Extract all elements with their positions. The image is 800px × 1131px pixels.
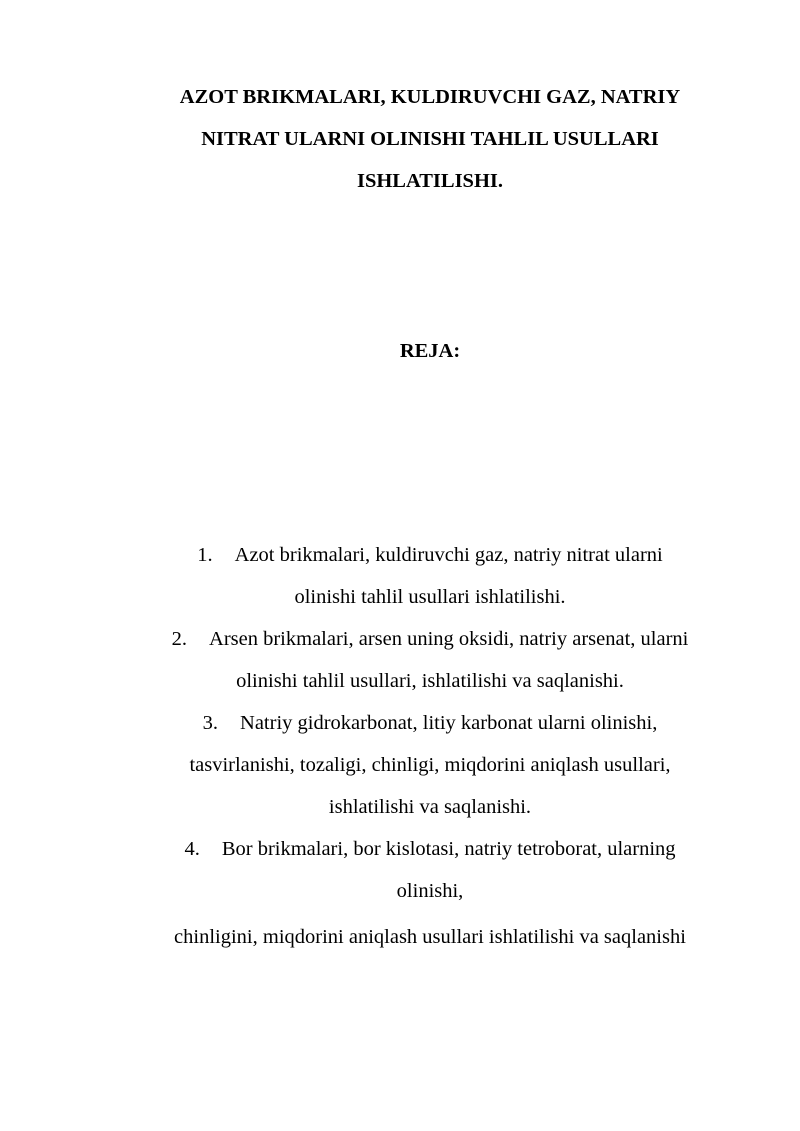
- plan-item-line: [100, 702, 760, 744]
- plan-item-line: [100, 828, 760, 870]
- title-line: NITRAT ULARNI OLINISHI TAHLIL USULLARI: [201, 128, 659, 150]
- plan-item-number: 3.: [202, 712, 219, 734]
- plan-item-number: 4.: [184, 838, 200, 860]
- title-line: ISHLATILISHI.: [356, 170, 504, 192]
- plan-item-1: [100, 534, 760, 618]
- plan-item-3: [100, 702, 760, 828]
- plan-list: [100, 534, 760, 958]
- document-title: [110, 76, 750, 202]
- plan-item-text: Azot brikmalari, kuldiruvchi gaz, natriy nitrat ularni: [234, 544, 663, 566]
- plan-item-line: ishlatilishi va saqlanishi.: [328, 796, 532, 818]
- title-line: AZOT BRIKMALARI, KULDIRUVCHI GAZ, NATRIY: [179, 86, 681, 108]
- plan-item-text: Bor brikmalari, bor kislotasi, natriy tetroborat, ularning: [221, 838, 676, 860]
- plan-item-text: Natriy gidrokarbonat, litiy karbonat ularni olinishi,: [240, 712, 658, 734]
- plan-item-number: 1.: [197, 544, 213, 566]
- plan-item-line: [100, 618, 760, 660]
- plan-item-text: Arsen brikmalari, arsen uning oksidi, natriy arsenat, ularni: [209, 628, 689, 650]
- plan-item-line: tasvirlanishi, tozaligi, chinligi, miqdorini aniqlash usullari,: [189, 754, 671, 776]
- plan-item-line: olinishi tahlil usullari ishlatilishi.: [294, 586, 566, 608]
- plan-item-number: 2.: [171, 628, 188, 650]
- plan-item-2: [100, 618, 760, 702]
- plan-item-continuation: chinligini, miqdorini aniqlash usullari ishlatilishi va saqlanishi: [174, 926, 686, 948]
- plan-heading: REJA:: [399, 340, 461, 362]
- plan-item-line: olinishi,: [396, 880, 464, 902]
- plan-item-line: [100, 534, 760, 576]
- plan-item-4: [100, 828, 760, 912]
- plan-item-line: olinishi tahlil usullari, ishlatilishi va saqlanishi.: [236, 670, 624, 692]
